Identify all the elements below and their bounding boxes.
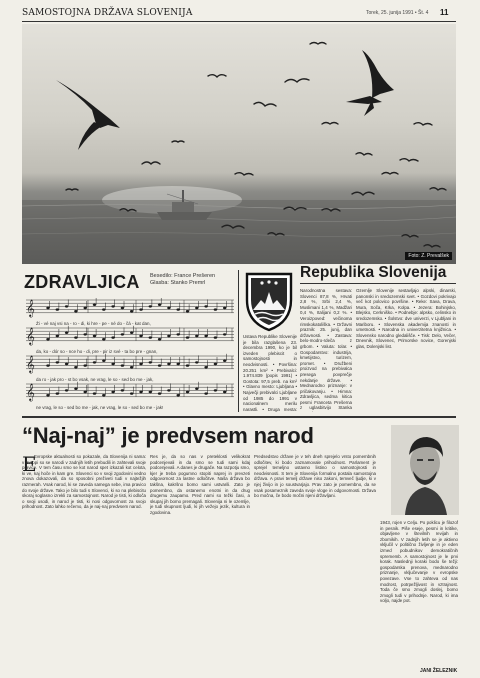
note-head — [65, 305, 68, 307]
sheet-music — [22, 298, 236, 410]
note-head — [56, 361, 59, 363]
note-head — [84, 333, 87, 335]
note-head — [121, 333, 124, 335]
note-head — [177, 308, 180, 310]
note-head — [195, 335, 198, 337]
note-head — [139, 363, 142, 365]
note-head — [93, 392, 96, 394]
note-head — [74, 388, 77, 390]
drop-cap: E — [22, 452, 37, 476]
note-head — [204, 392, 207, 394]
article-column-1: Evropske aktualnosti so pokazale, da Slovenija ni sama: v Evropi so se narodi v zadnjih letih prebudili in zahtevali svoje pravice. V tem času smo se kot narod spet izkazali kot celota, ki ve, kaj hoče in kam gre. Slovenci so v svoji zgodovini vedno znova dokazovali, da so sposobni preživeti tudi v najtežjih razmerah. Vsak narod, ki se zaveda samega sebe, ima pravico do svoje države. Tako je bilo tudi s Slovenci, ki so na plebiscitu skoraj soglasno izrekli za samostojnost. Narod je tisti, ki odloča o svoji usodi, in narod je tisti, ki nosi odgovornost za svojo prihodnost. Zato lahko rečemo, da je naj-naj predvsem narod. — [22, 454, 146, 510]
note-head — [204, 366, 207, 368]
note-head — [74, 336, 77, 338]
anthem-title: ZDRAVLJICA — [24, 272, 140, 292]
note-head — [121, 389, 124, 391]
note-head — [121, 307, 124, 309]
note-head — [130, 366, 133, 368]
article-column-2: Res je, da so nas v preteklosti velikokrat podcenjevali in da smo se tudi sami kdaj podcenjevali. A danes je drugače. Na razpotju smo, kjer je treba pogumno stopiti naprej in prevzeti odgovornost za lastne odločitve. Naša država bo takšna, kakršno bomo sami ustvarili. Zato je pomembno, da ostanemo enotni in da drug drugemu zaupamo. Pred nami so težki časi, a skupaj jih bomo premagali. Slovenija ni le ozemlje, je tudi skupnost ljudi, ki jih vežejo jezik, kultura in zgodovina. — [150, 454, 250, 515]
note-head — [214, 389, 217, 391]
treble-clef-icon: 𝄞 — [26, 299, 35, 317]
music-credit: Glasba: Stanko Premrl — [150, 280, 206, 286]
note-head — [223, 360, 226, 362]
note-head — [102, 308, 105, 310]
note-head — [223, 391, 226, 393]
author-portrait — [391, 425, 459, 515]
lyric-line: ne vrag, le so - sed bo me - jak, ne vrag, le so - sed bo me - jak! — [36, 405, 164, 410]
treble-clef-icon: 𝄞 — [26, 383, 35, 401]
note-head — [149, 361, 152, 363]
page-header — [22, 6, 456, 22]
note-head — [65, 389, 68, 391]
note-head — [149, 305, 152, 307]
note-head — [139, 335, 142, 337]
note-head — [84, 307, 87, 309]
note-head — [195, 388, 198, 390]
author-signature: JANI ŽELEZNIK — [420, 668, 458, 674]
note-head — [56, 308, 59, 310]
note-head — [121, 364, 124, 366]
note-head — [111, 336, 114, 338]
note-head — [177, 394, 180, 396]
anthem-box — [22, 270, 236, 412]
note-head — [177, 333, 180, 335]
note-head — [223, 333, 226, 335]
note-head — [167, 335, 170, 337]
note-head — [177, 363, 180, 365]
treble-clef-icon: 𝄞 — [26, 355, 35, 373]
title-underline — [300, 283, 456, 284]
note-head — [102, 360, 105, 362]
note-head — [56, 392, 59, 394]
republic-column-1: Ustava Republike Slovenije je bila razglašena 23. decembra 1990, ko je bil izveden plebiscit o samostojnosti in neodvisnosti. • Površina: 20.251 km² • Prebivalci: 1.974.839 (popis 1991) • Gostota: 97,5 preb. na km² • Glavno mesto: Ljubljana • Največji prebivalci Ljubljane od 1985 do 1991 v nacionalnem merilu narastli. • Druga mesta: — [243, 334, 297, 412]
article-column-3: Predsedstvo države je v teh dneh sprejelo vrsto pomembnih odločitev, ki bodo zaznamovale prihodnost. Parlament je sprejel temeljno ustavno listino o samostojnosti in neodvisnosti. S tem je Slovenija formalno postala samostojna država. A pravi temelj države niso zakoni, temveč ljudje, ki v njej živijo in jo soustvarjajo. Prav zato je pomembno, da se vsak posameznik zaveda svoje vloge in odgovornosti. Država bo močna, če bodo močni njeni državljani. — [254, 454, 376, 499]
note-head — [130, 392, 133, 394]
note-head — [46, 307, 49, 309]
note-head — [139, 391, 142, 393]
note-head — [158, 338, 161, 340]
note-head — [111, 391, 114, 393]
note-head — [195, 307, 198, 309]
note-head — [65, 363, 68, 365]
note-head — [223, 307, 226, 309]
treble-clef-icon: 𝄞 — [26, 327, 35, 345]
note-head — [167, 307, 170, 309]
note-head — [167, 363, 170, 365]
issue-date: Torek, 25. junija 1991 • Št. 4 — [366, 10, 429, 16]
note-head — [195, 361, 198, 363]
note-head — [186, 336, 189, 338]
photo-credit: Foto: Z. Prevalšek — [405, 252, 452, 260]
note-head — [56, 335, 59, 337]
republic-column-2: Narodnostna sestava: Slovenci 87,8 %, Hrvati 2,8 %, Srbi 2,4 %, Muslimani 1,4 %, Madžari 0,4 %, Italijani 0,2 %. • Veroizpoved: večinoma rimskokatoliška. • Državni praznik: 25. junij, dan državnosti. • Zastava: belo-modro-rdeča z grbom. • Valuta: tolar. • Gospodarstvo: industrija, kmetijstvo, turizem, promet. • Družbeni proizvod na prebivalca presega povprečje nekdanje države. • Mednarodno priznanje: v pričakovanju. • Himna: Zdravljica, sedma kitica pesmi Franceta Prešerna z uglasbitvijo Stanka — [300, 288, 352, 411]
note-head — [84, 391, 87, 393]
note-head — [65, 332, 68, 334]
note-head — [158, 364, 161, 366]
lyric-line: da, ko - dór so - nce ho - di, pre - pir iz své - ta bo pre - gnan, — [36, 349, 158, 354]
note-head — [93, 304, 96, 306]
note-head — [214, 336, 217, 338]
article-headline: “Naj-naj” je predvsem narod — [22, 423, 314, 448]
article-column-4: 1943, rojen v Celju. Po poklicu je filozof in pesnik. Piše eseje, pesmi in kritike, objavljene v številnih revijah in zbornikih. V zadnjih letih se je aktivno vključil v politično življenje in je eden izmed pobudnikov demokratičnih sprememb. A samostojnost je le prvi korak. Naslednji koraki bodo še težji: gospodarska prenova, mednarodno priznanje, vključevanje v evropske povezave. Vse to zahteva od nas modrost, potrpežljivost in vztrajnost. Toda če smo zmogli doslej, bomo zmogli tudi v prihodnje. Narod, ki ima voljo, najde pot. — [380, 520, 458, 604]
note-head — [84, 364, 87, 366]
note-head — [167, 389, 170, 391]
note-head — [149, 336, 152, 338]
republic-column-3: Ozemlje Slovenije sestavljajo alpski, dinarski, panonski in sredozemski svet. • Gozdovi pokrivajo več kot polovico površine. • Reke: Sava, Drava, Mura, Soča, Krka, Kolpa. • Jezera: Bohinjsko, Blejsko, Cerkniško. • Podnebje: alpsko, celinsko in sredozemsko. • Šolstvo: dve univerzi, v Ljubljani in Mariboru. • Slovenska akademija znanosti in umetnosti. • Narodna in univerzitetna knjižnica. • Slovensko narodno gledališče. • Tisk: Delo, Večer, Dnevnik, Slovenec, Primorske novice, Gorenjski glas, Dolenjski list. — [356, 288, 456, 349]
lyrics-credit: Besedilo: France Prešeren — [150, 273, 216, 279]
note-head — [186, 391, 189, 393]
note-head — [214, 363, 217, 365]
note-head — [139, 308, 142, 310]
note-head — [46, 338, 49, 340]
note-head — [46, 364, 49, 366]
section-title: SAMOSTOJNA DRŽAVA SLOVENIJA — [22, 8, 193, 18]
note-head — [204, 305, 207, 307]
coat-of-arms-icon — [243, 270, 295, 332]
note-head — [102, 338, 105, 340]
column-divider — [238, 270, 239, 412]
note-head — [102, 394, 105, 396]
section-divider — [22, 416, 456, 418]
note-head — [130, 310, 133, 312]
note-head — [204, 335, 207, 337]
republic-title: Republika Slovenija — [300, 264, 447, 281]
note-head — [74, 366, 77, 368]
page-number: 11 — [440, 8, 449, 17]
note-head — [93, 335, 96, 337]
lyric-line: Ži - vé naj vsi na - ro - di, ki hre - pe - né do - čá - kat dan, — [36, 321, 151, 326]
seagulls-photo — [22, 24, 456, 264]
note-head — [186, 310, 189, 312]
note-head — [46, 394, 49, 396]
note-head — [158, 304, 161, 306]
note-head — [93, 361, 96, 363]
note-head — [74, 310, 77, 312]
anthem-credits — [150, 273, 215, 287]
lyric-line: da ro - jak pro - st bo vsak, ne vrag, le so - sed bo me - jak, — [36, 377, 154, 382]
note-head — [130, 332, 133, 334]
note-head — [158, 392, 161, 394]
note-head — [111, 363, 114, 365]
note-head — [214, 308, 217, 310]
note-head — [149, 391, 152, 393]
note-head — [186, 364, 189, 366]
note-head — [111, 305, 114, 307]
